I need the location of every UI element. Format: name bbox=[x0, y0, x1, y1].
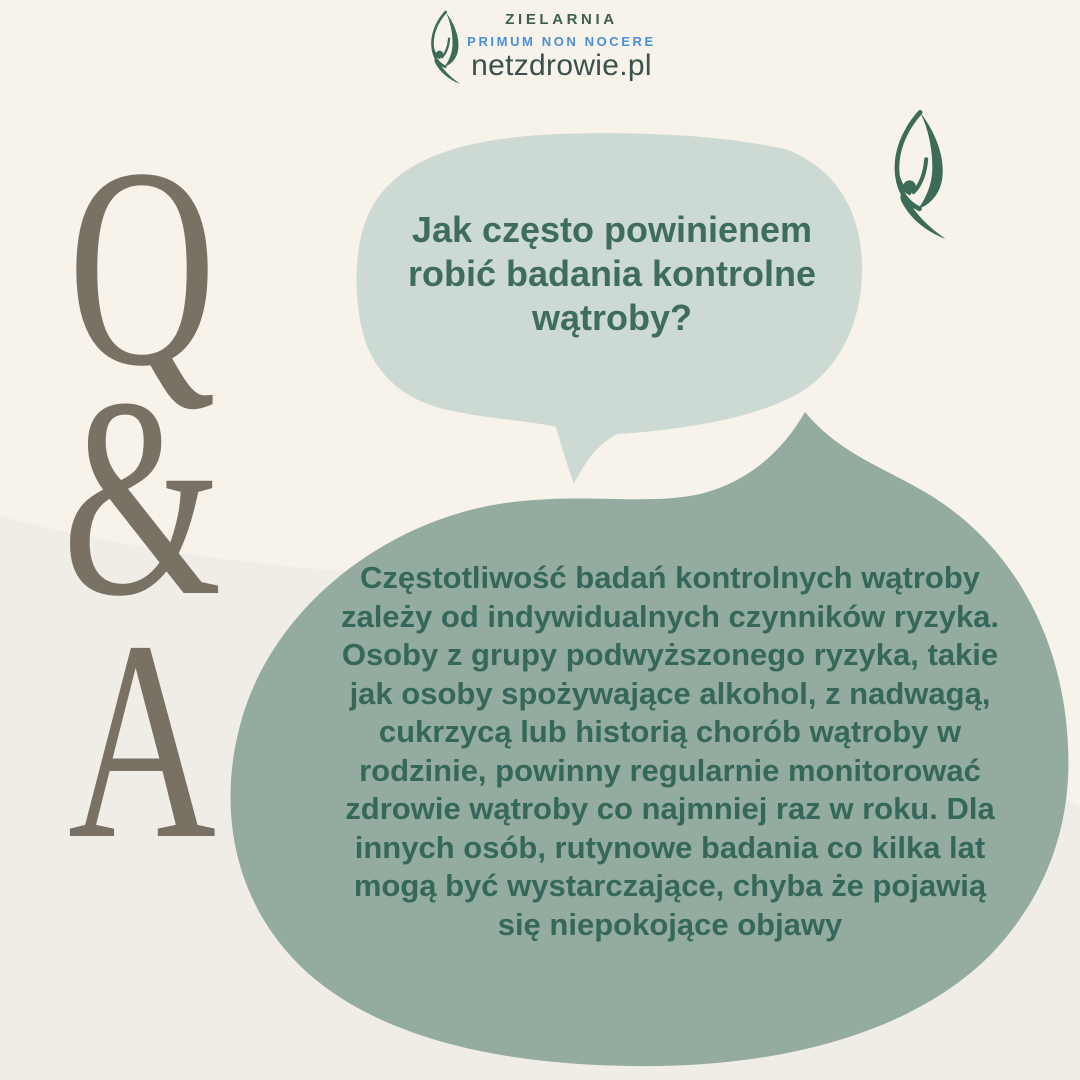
q-letter: Q bbox=[67, 109, 217, 425]
brand-header bbox=[0, 8, 1080, 86]
brand-text-block bbox=[467, 11, 656, 83]
answer-text: Częstotliwość badań kontrolnych wątroby zależy od indywidualnych czynników ryzyka. Osoby z grupy podwyższonego ryzyka, takie jak osoby spożywające alkohol, z nadwagą, cukrzycą lub historią chorób wątroby w rodzinie, powinny regularnie monitorować zdrowie wątroby co najmniej raz w roku. Dla innych osób, rutynowe badania co kilka lat mogą być wystarczające, chyba że pojawią się niepokojące objawy bbox=[340, 560, 1000, 942]
a-letter: A bbox=[67, 582, 217, 898]
leaf-person-icon bbox=[424, 8, 462, 86]
brand-name: ZIELARNIA bbox=[505, 11, 618, 28]
question-text: Jak często powinienem robić badania kontrolne wątroby? bbox=[407, 209, 817, 338]
ampersand-letter: & bbox=[62, 339, 222, 655]
site-name: netzdrowie.pl bbox=[471, 49, 652, 82]
brand-tagline: PRIMUM NON NOCERE bbox=[467, 34, 656, 49]
